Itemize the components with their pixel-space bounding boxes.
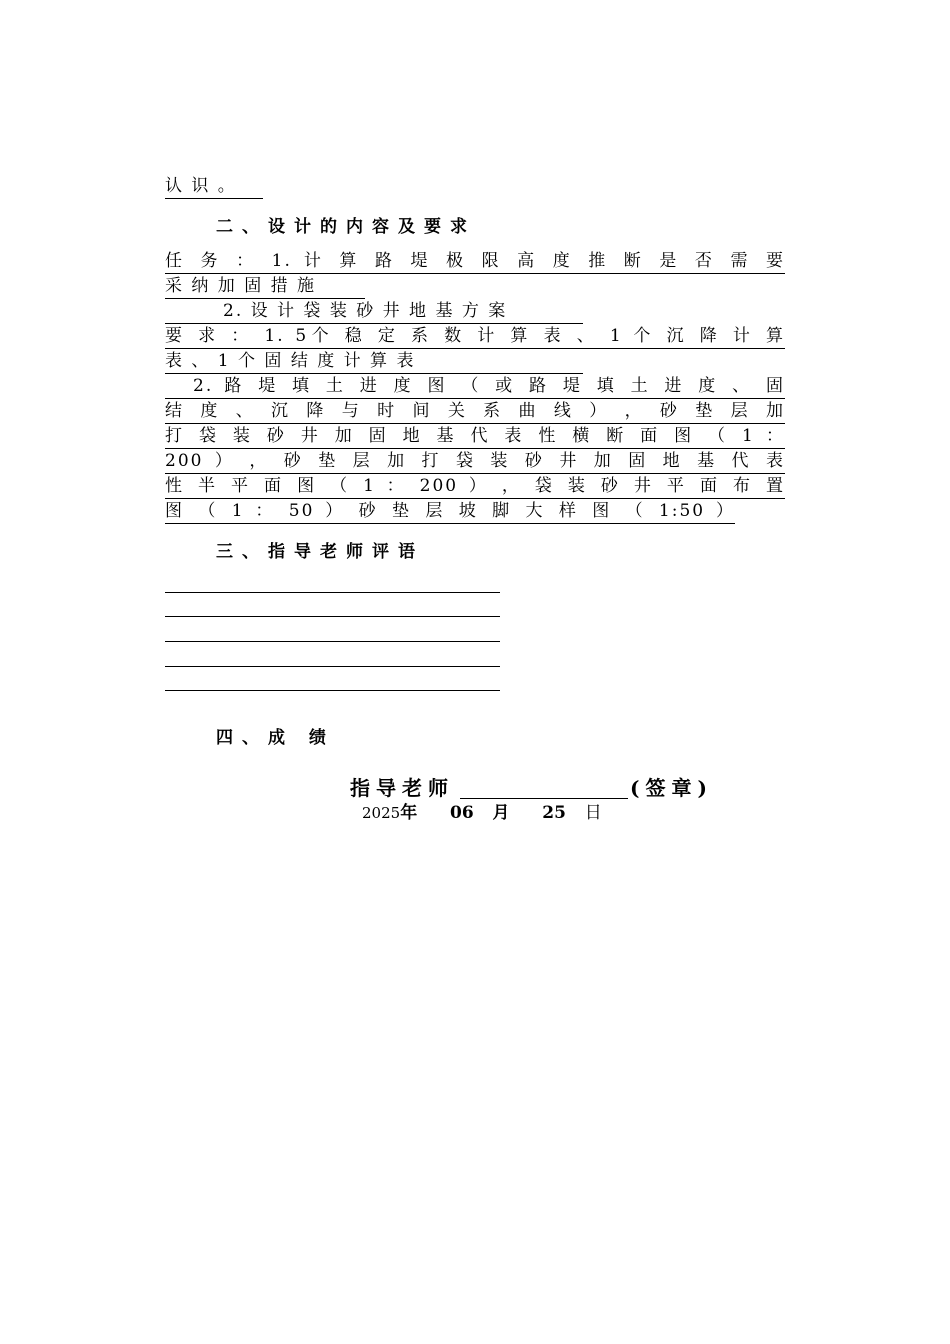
comment-line-2	[165, 616, 500, 617]
date-year: 2025	[362, 804, 401, 822]
comment-line-4	[165, 666, 500, 667]
req-line-6: 200 ） ， 砂 垫 层 加 打 袋 装 砂 井 加 固 地 基 代 表	[165, 449, 785, 474]
comment-line-1	[165, 592, 500, 593]
signature-line	[460, 778, 628, 799]
date-day-unit: 日	[584, 803, 602, 823]
section2-heading: 二、设计的内容及要求	[216, 217, 476, 237]
comment-line-5	[165, 690, 500, 691]
date-month-unit: 月	[492, 803, 510, 823]
req-line-5: 打 袋 装 砂 井 加 固 地 基 代 表 性 横 断 面 图 （ 1 ：	[165, 424, 785, 449]
date-month: 06	[450, 803, 474, 823]
date-year-unit: 年	[400, 803, 418, 823]
comment-line-3	[165, 641, 500, 642]
req-line-3: 2. 路 堤 填 土 进 度 图 （ 或 路 堤 填 土 进 度 、 固	[165, 374, 785, 399]
task-line-1: 任 务 ： 1. 计 算 路 堤 极 限 高 度 推 断 是 否 需 要	[165, 249, 785, 274]
req-line-2: 表 、 1 个 固 结 度 计 算 表	[165, 349, 583, 374]
req-line-8: 图 （ 1 ： 50 ） 砂 垫 层 坡 脚 大 样 图 （ 1:50 ）	[165, 499, 735, 524]
req-line-7: 性 半 平 面 图 （ 1 ： 200 ） ， 袋 装 砂 井 平 面 布 置	[165, 474, 785, 499]
req-line-1: 要 求 ： 1. 5个 稳 定 系 数 计 算 表 、 1 个 沉 降 计 算	[165, 324, 785, 349]
section4-heading: 四、成 绩	[216, 728, 335, 748]
date-row	[362, 798, 602, 823]
signature-row	[350, 772, 713, 801]
signature-label: 指导老师	[350, 776, 454, 800]
task-line-2: 采 纳 加 固 措 施	[165, 274, 365, 299]
signature-suffix: (签章)	[630, 776, 713, 800]
req-line-4: 结 度 、 沉 降 与 时 间 关 系 曲 线 ） ， 砂 垫 层 加	[165, 399, 785, 424]
date-day: 25	[542, 803, 566, 823]
task-line-3: 2. 设 计 袋 装 砂 井 地 基 方 案	[165, 299, 583, 324]
intro-line: 认 识 。	[165, 174, 263, 199]
section3-heading: 三、指导老师评语	[216, 542, 424, 562]
